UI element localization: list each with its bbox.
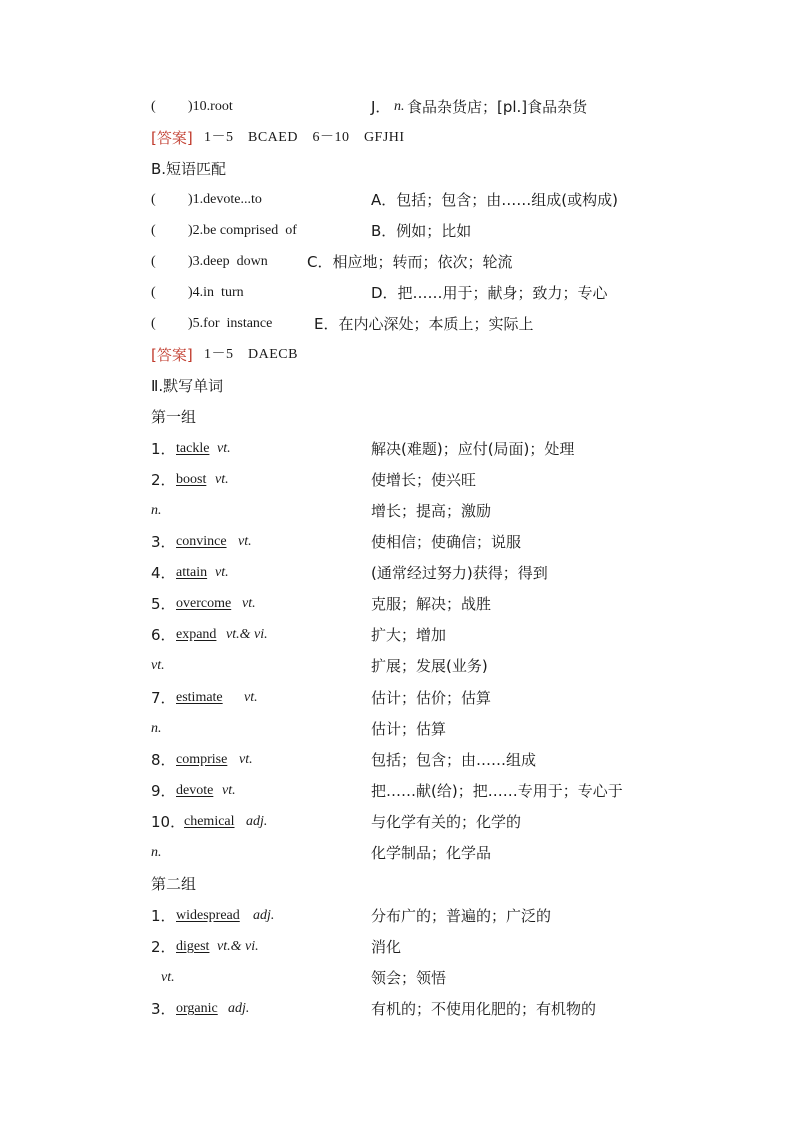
word-row bbox=[0, 935, 794, 959]
word-row bbox=[0, 779, 794, 803]
phrase-row-1 bbox=[0, 188, 794, 212]
blank-paren: ( bbox=[151, 285, 156, 300]
answer-value: 1－5 DAECB bbox=[204, 347, 298, 362]
part-of-speech: vt. bbox=[151, 658, 165, 673]
vocab-word: digest bbox=[176, 939, 210, 954]
phrase-item: )3.deep down bbox=[188, 254, 268, 269]
part-of-speech: vt. bbox=[242, 596, 256, 611]
word-meaning: 化学制品；化学品 bbox=[371, 844, 492, 862]
word-meaning: 消化 bbox=[371, 938, 402, 956]
word-meaning: 增长；提高；激励 bbox=[371, 502, 492, 520]
blank-paren: ( bbox=[151, 223, 156, 238]
vocab-word: attain bbox=[176, 565, 208, 580]
item-number: 5． bbox=[151, 595, 176, 613]
word-row bbox=[0, 530, 794, 554]
vocab-word: comprise bbox=[176, 752, 228, 767]
item-number: 2． bbox=[151, 938, 176, 956]
word-meaning: 克服；解决；战胜 bbox=[371, 595, 492, 613]
phrase-item: )4.in turn bbox=[188, 285, 244, 300]
phrase-item: )5.for instance bbox=[188, 316, 273, 331]
phrase-row-2 bbox=[0, 219, 794, 243]
part-of-speech: vt. bbox=[239, 752, 253, 767]
section-b-heading bbox=[0, 157, 794, 181]
item-number: 2． bbox=[151, 471, 176, 489]
word-meaning: 使相信；使确信；说服 bbox=[371, 533, 522, 551]
word-meaning: 估计；估算 bbox=[371, 720, 447, 738]
answer-label: [答案] bbox=[151, 129, 193, 147]
part-of-speech: vt. bbox=[238, 534, 252, 549]
part-of-speech: adj. bbox=[246, 814, 268, 829]
vocab-word: boost bbox=[176, 472, 207, 487]
part-of-speech: adj. bbox=[253, 908, 275, 923]
word-meaning: 包括；包含；由……组成 bbox=[371, 751, 537, 769]
item-number: 9． bbox=[151, 782, 176, 800]
blank-paren: ( bbox=[151, 254, 156, 269]
vocab-word: expand bbox=[176, 627, 217, 642]
item-number: 4． bbox=[151, 564, 176, 582]
word-row bbox=[0, 841, 794, 865]
word-meaning: 把……献(给)；把……专用于；专心于 bbox=[371, 782, 623, 800]
section-2-heading bbox=[0, 374, 794, 398]
group-title: 第一组 bbox=[151, 408, 197, 426]
word-meaning: 有机的；不使用化肥的；有机物的 bbox=[371, 1000, 597, 1018]
vocab-word: chemical bbox=[184, 814, 235, 829]
match-meaning: 食品杂货店；[pl.]食品杂货 bbox=[407, 98, 588, 116]
word-row bbox=[0, 717, 794, 741]
group-1-heading bbox=[0, 405, 794, 429]
blank-paren: ( bbox=[151, 192, 156, 207]
part-of-speech: vt. bbox=[244, 690, 258, 705]
word-row bbox=[0, 810, 794, 834]
vocab-word: devote bbox=[176, 783, 214, 798]
item-number: 1． bbox=[151, 440, 176, 458]
part-of-speech: vt. bbox=[215, 472, 229, 487]
word-meaning: (通常经过努力)获得；得到 bbox=[371, 564, 548, 582]
vocab-word: convince bbox=[176, 534, 227, 549]
word-row bbox=[0, 748, 794, 772]
word-row bbox=[0, 904, 794, 928]
part-of-speech: vt. bbox=[161, 970, 175, 985]
vocab-word: tackle bbox=[176, 441, 210, 456]
word-row bbox=[0, 623, 794, 647]
answer-value: 1－5 BCAED 6－10 GFJHI bbox=[204, 130, 405, 145]
word-meaning: 领会；领悟 bbox=[371, 969, 447, 987]
phrase-meaning: D．把……用于；献身；致力；专心 bbox=[371, 284, 608, 302]
word-meaning: 与化学有关的；化学的 bbox=[371, 813, 522, 831]
item-number: 7． bbox=[151, 689, 176, 707]
section-title: Ⅱ.默写单词 bbox=[151, 377, 224, 395]
part-of-speech: n. bbox=[151, 845, 162, 860]
word-meaning: 扩大；增加 bbox=[371, 626, 447, 644]
word-row bbox=[0, 592, 794, 616]
phrase-meaning: E．在内心深处；本质上；实际上 bbox=[314, 315, 534, 333]
part-of-speech: vt. bbox=[222, 783, 236, 798]
vocab-word: widespread bbox=[176, 908, 240, 923]
phrase-item: )1.devote...to bbox=[188, 192, 262, 207]
item-number: 10． bbox=[151, 813, 186, 831]
word-row bbox=[0, 966, 794, 990]
part-of-speech: n. bbox=[394, 99, 405, 114]
section-title: B.短语匹配 bbox=[151, 160, 227, 178]
vocab-word: organic bbox=[176, 1001, 218, 1016]
phrase-item: )2.be comprised of bbox=[188, 223, 297, 238]
item-number: 3． bbox=[151, 533, 176, 551]
answer-line bbox=[0, 126, 794, 150]
item-number: 8． bbox=[151, 751, 176, 769]
word-row bbox=[0, 561, 794, 585]
phrase-meaning: C．相应地；转而；依次；轮流 bbox=[307, 253, 513, 271]
part-of-speech: n. bbox=[151, 503, 162, 518]
part-of-speech: vt. bbox=[217, 441, 231, 456]
group-2-heading bbox=[0, 872, 794, 896]
word-meaning: 分布广的；普遍的；广泛的 bbox=[371, 907, 552, 925]
answer-label: [答案] bbox=[151, 346, 193, 364]
phrase-row-3 bbox=[0, 250, 794, 274]
word-row bbox=[0, 499, 794, 523]
phrase-meaning: A．包括；包含；由……组成(或构成) bbox=[371, 191, 618, 209]
part-of-speech: adj. bbox=[228, 1001, 250, 1016]
word-meaning: 解决(难题)；应付(局面)；处理 bbox=[371, 440, 575, 458]
vocab-word: overcome bbox=[176, 596, 232, 611]
vocab-word: estimate bbox=[176, 690, 223, 705]
phrase-row-4 bbox=[0, 281, 794, 305]
item-number: 1． bbox=[151, 907, 176, 925]
word-row bbox=[0, 437, 794, 461]
phrase-meaning: B．例如；比如 bbox=[371, 222, 472, 240]
phrase-row-5 bbox=[0, 312, 794, 336]
word-meaning: 使增长；使兴旺 bbox=[371, 471, 477, 489]
word-row bbox=[0, 468, 794, 492]
group-title: 第二组 bbox=[151, 875, 197, 893]
word-row bbox=[0, 997, 794, 1021]
match-row-10 bbox=[0, 95, 794, 119]
part-of-speech: vt. bbox=[215, 565, 229, 580]
word-meaning: 估计；估价；估算 bbox=[371, 689, 492, 707]
item-number: 3． bbox=[151, 1000, 176, 1018]
part-of-speech: vt.& vi. bbox=[226, 627, 268, 642]
blank-paren: ( bbox=[151, 316, 156, 331]
part-of-speech: n. bbox=[151, 721, 162, 736]
match-item: )10.root bbox=[188, 99, 233, 114]
word-meaning: 扩展；发展(业务) bbox=[371, 657, 488, 675]
blank-paren: ( bbox=[151, 99, 156, 114]
word-row bbox=[0, 654, 794, 678]
part-of-speech: vt.& vi. bbox=[217, 939, 259, 954]
match-letter: J． bbox=[371, 98, 391, 116]
item-number: 6． bbox=[151, 626, 176, 644]
word-row bbox=[0, 686, 794, 710]
answer-line bbox=[0, 343, 794, 367]
